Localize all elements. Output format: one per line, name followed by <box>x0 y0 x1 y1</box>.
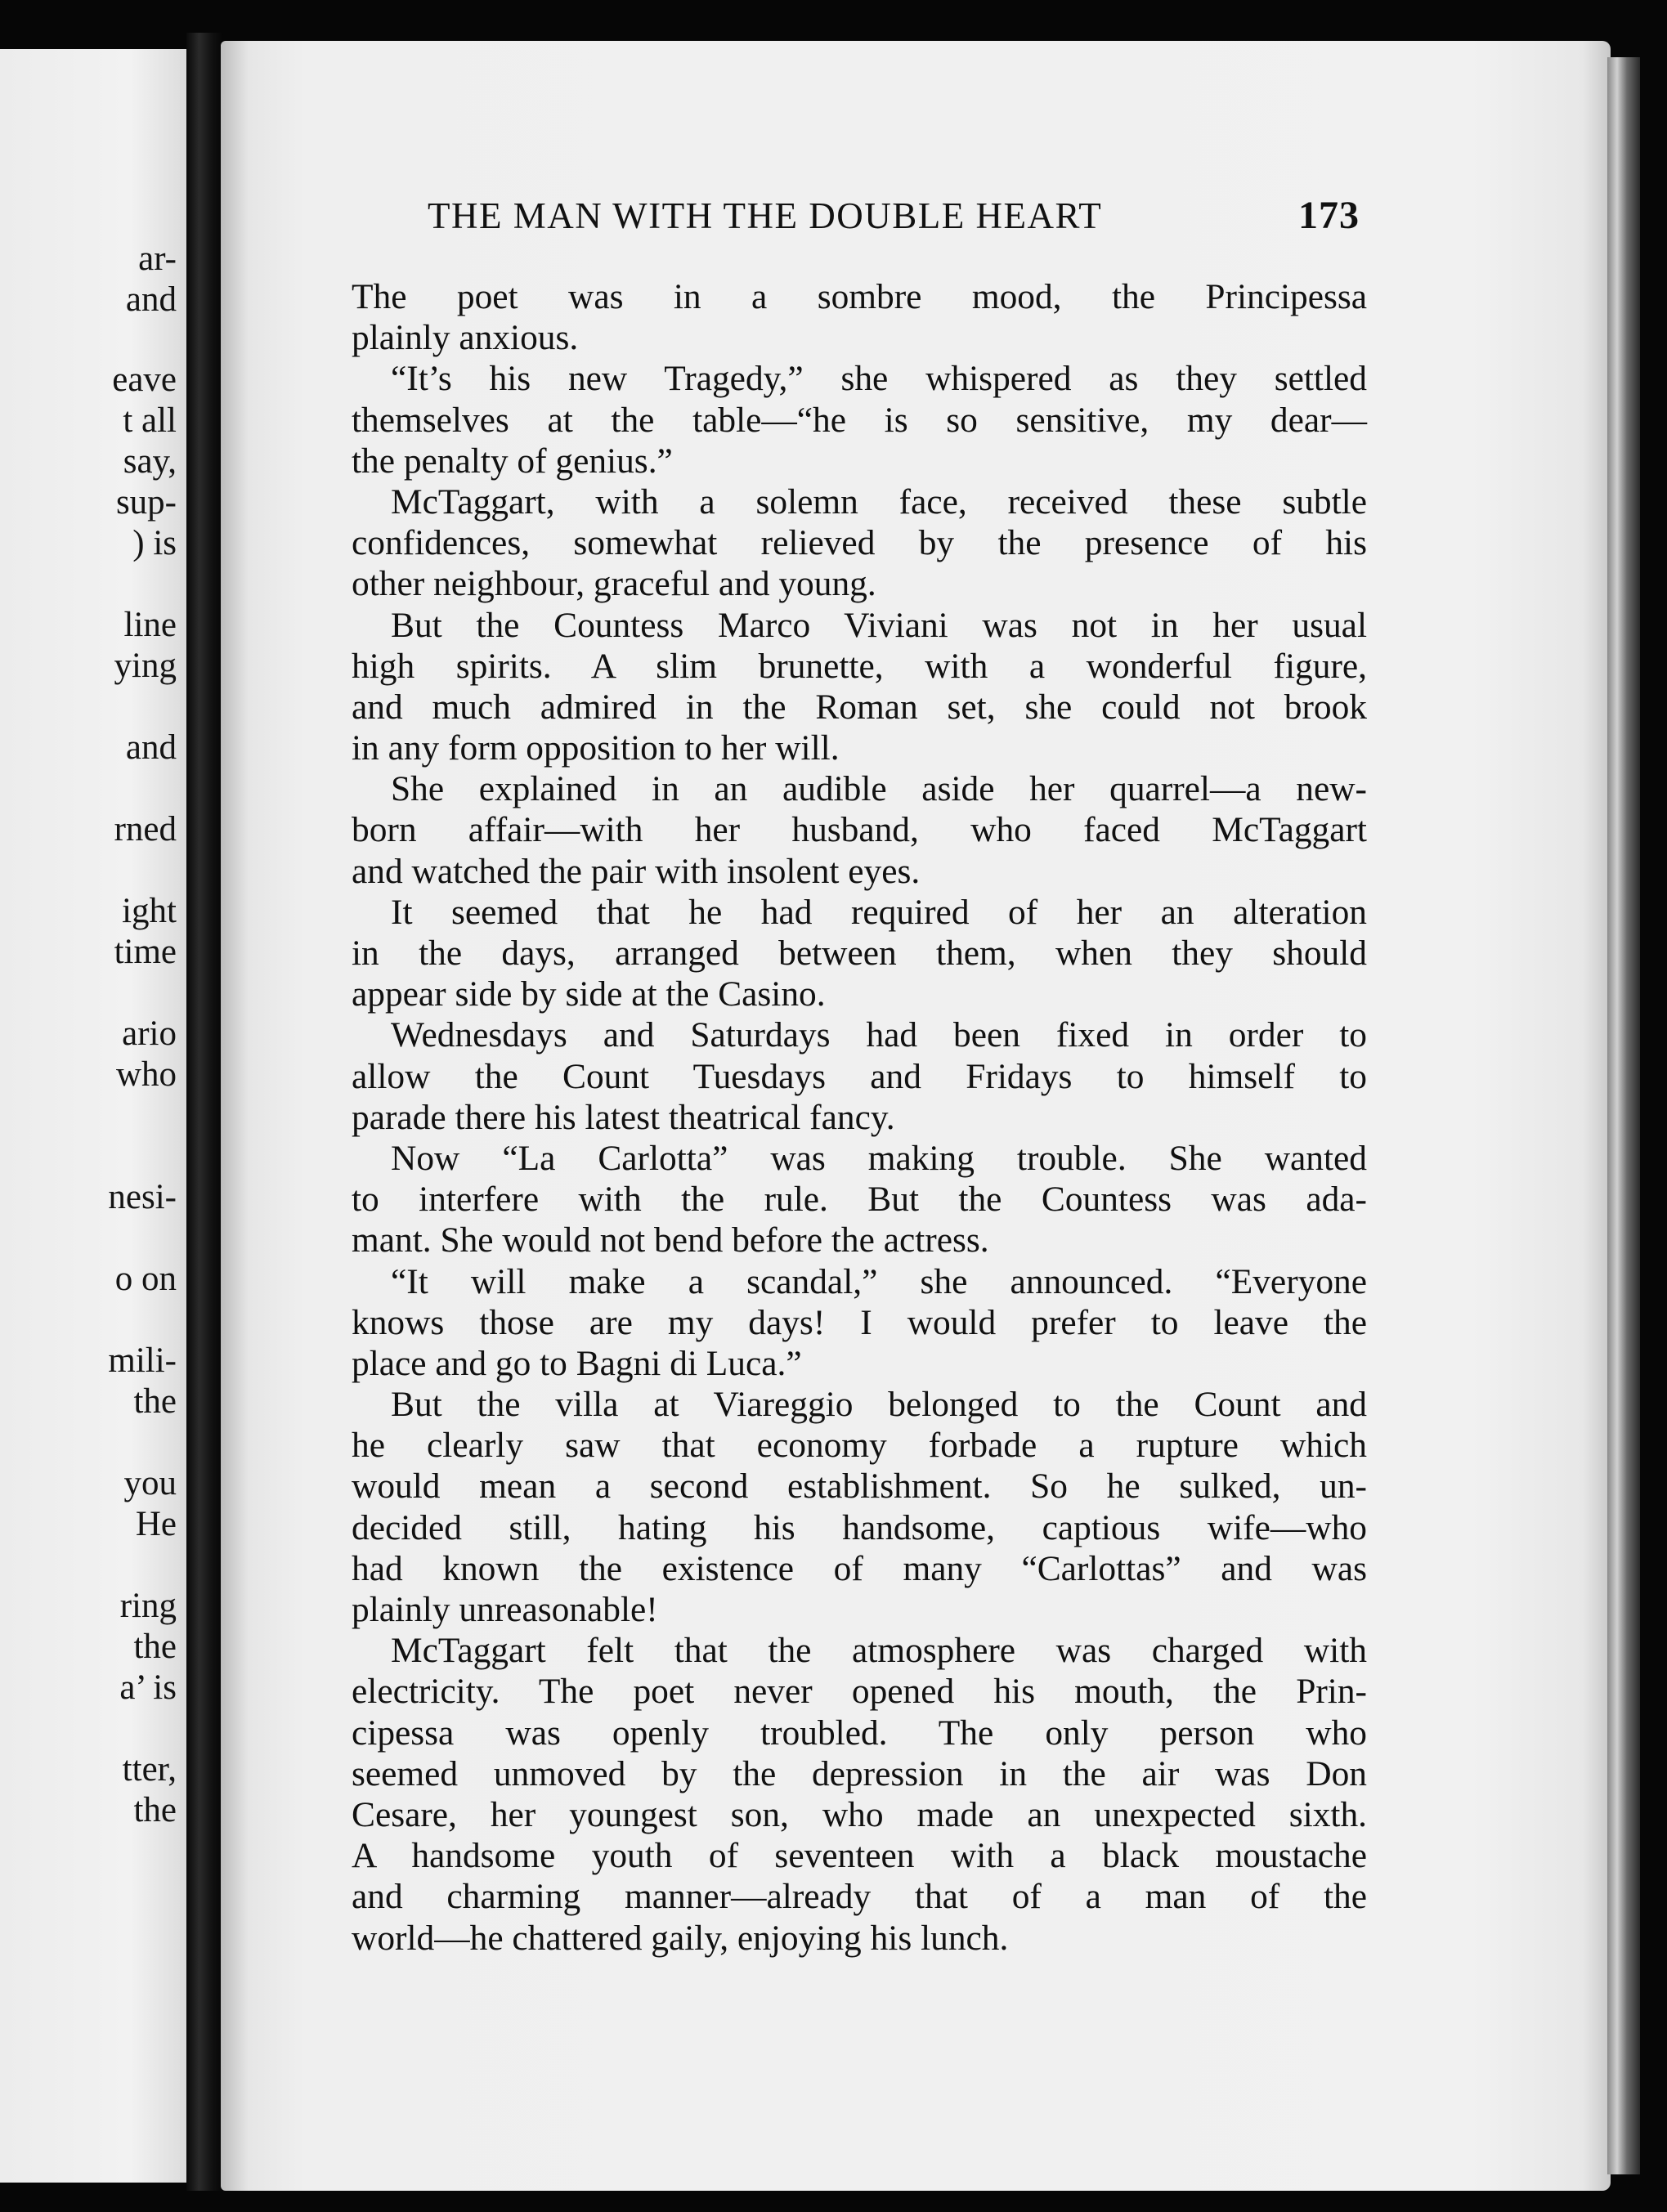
text-line: knows those are my days! I would prefer to leave the <box>352 1302 1367 1342</box>
left-page-fragment: the <box>133 1791 177 1829</box>
text-line: plainly unreasonable! <box>352 1590 658 1629</box>
text-line: other neighbour, graceful and young. <box>352 564 876 604</box>
text-line: McTaggart, with a solemn face, received these subtle <box>391 481 1367 522</box>
text-line: Now “La Carlotta” was making trouble. She wanted <box>391 1138 1367 1178</box>
text-line: seemed unmoved by the depression in the air was Don <box>352 1753 1367 1793</box>
left-page-fragment: He <box>135 1505 177 1543</box>
left-page-fragment: ying <box>114 647 177 685</box>
page-stack-edge <box>1607 57 1640 2174</box>
left-page-fragment: o on <box>114 1260 177 1298</box>
text-line: plainly anxious. <box>352 318 579 358</box>
left-page-fragment: nesi- <box>108 1178 177 1216</box>
text-line: “It will make a scandal,” she announced. “Everyone <box>391 1261 1367 1301</box>
text-line: She explained in an audible aside her quarrel—a new- <box>391 769 1367 809</box>
text-line: the penalty of genius.” <box>352 441 673 481</box>
text-line: in any form opposition to her will. <box>352 728 840 768</box>
text-line: high spirits. A slim brunette, with a wonderful figure, <box>352 646 1367 686</box>
text-line: and watched the pair with insolent eyes. <box>352 851 921 891</box>
left-page-fragment: the <box>133 1628 177 1666</box>
text-line: McTaggart felt that the atmosphere was charged with <box>391 1631 1367 1671</box>
left-page-fragment: t all <box>123 401 177 440</box>
text-line: born affair—with her husband, who faced McTaggart <box>352 810 1367 850</box>
text-line: A handsome youth of seventeen with a black moustache <box>352 1836 1367 1876</box>
text-line: he clearly saw that economy forbade a rupture which <box>352 1426 1367 1466</box>
text-line: to interfere with the rule. But the Countess was ada- <box>352 1180 1367 1220</box>
left-page-fragment: a’ is <box>119 1668 177 1707</box>
running-title: THE MAN WITH THE DOUBLE HEART <box>428 195 1103 236</box>
body-text <box>352 276 1367 1959</box>
text-line: appear side by side at the Casino. <box>352 974 826 1014</box>
left-page-fragment: ar- <box>138 240 177 278</box>
left-facing-page <box>0 49 186 2183</box>
left-page-fragment: and <box>125 728 177 767</box>
text-line: and charming manner—already that of a man of the <box>352 1877 1367 1917</box>
text-line: cipessa was openly troubled. The only person who <box>352 1713 1367 1753</box>
left-page-fragment: tter, <box>122 1750 177 1789</box>
left-page-fragment: and <box>125 280 177 319</box>
text-line: Wednesdays and Saturdays had been fixed in order to <box>391 1015 1367 1055</box>
text-line: place and go to Bagni di Luca.” <box>352 1343 802 1383</box>
left-page-fragment: ring <box>119 1587 177 1625</box>
left-page-fragment: mili- <box>108 1341 177 1380</box>
book-gutter <box>186 33 223 2191</box>
text-line: It seemed that he had required of her an alteration <box>391 892 1367 932</box>
text-line: had known the existence of many “Carlottas” and was <box>352 1548 1367 1588</box>
left-page-fragment: who <box>115 1055 177 1094</box>
text-line: “It’s his new Tragedy,” she whispered as they settled <box>391 359 1367 399</box>
left-page-fragment: time <box>114 933 177 971</box>
text-line: decided still, hating his handsome, captious wife—who <box>352 1507 1367 1547</box>
text-line: Cesare, her youngest son, who made an unexpected sixth. <box>352 1794 1367 1834</box>
left-page-fragment: ario <box>122 1014 177 1053</box>
text-line: allow the Count Tuesdays and Fridays to himself to <box>352 1056 1367 1096</box>
left-page-fragment: ight <box>122 892 177 930</box>
text-line: world—he chattered gaily, enjoying his lunch. <box>352 1918 1009 1958</box>
left-page-fragment: the <box>133 1382 177 1421</box>
text-line: would mean a second establishment. So he sulked, un- <box>352 1466 1367 1507</box>
text-line: electricity. The poet never opened his mouth, the Prin- <box>352 1672 1367 1712</box>
text-line: themselves at the table—“he is so sensitive, my dear— <box>352 400 1367 440</box>
page-number: 173 <box>1298 194 1360 237</box>
text-line: parade there his latest theatrical fancy. <box>352 1097 895 1137</box>
left-page-fragment: line <box>123 606 177 644</box>
text-line: The poet was in a sombre mood, the Principessa <box>352 277 1367 316</box>
text-line: mant. She would not bend before the actress. <box>352 1220 989 1260</box>
text-line: But the Countess Marco Viviani was not in her usual <box>391 605 1367 645</box>
text-line: confidences, somewhat relieved by the presence of his <box>352 523 1367 563</box>
left-page-fragment: rned <box>114 810 177 849</box>
text-line: But the villa at Viareggio belonged to the Count and <box>391 1385 1367 1425</box>
left-page-fragment: ) is <box>132 524 177 562</box>
left-page-fragment: say, <box>123 442 177 481</box>
left-page-fragment: you <box>123 1464 177 1502</box>
left-page-fragment: eave <box>112 360 177 399</box>
left-page-fragment: sup- <box>115 483 177 522</box>
running-head <box>428 193 1360 238</box>
text-line: in the days, arranged between them, when they should <box>352 934 1367 973</box>
text-line: and much admired in the Roman set, she could not brook <box>352 687 1367 727</box>
